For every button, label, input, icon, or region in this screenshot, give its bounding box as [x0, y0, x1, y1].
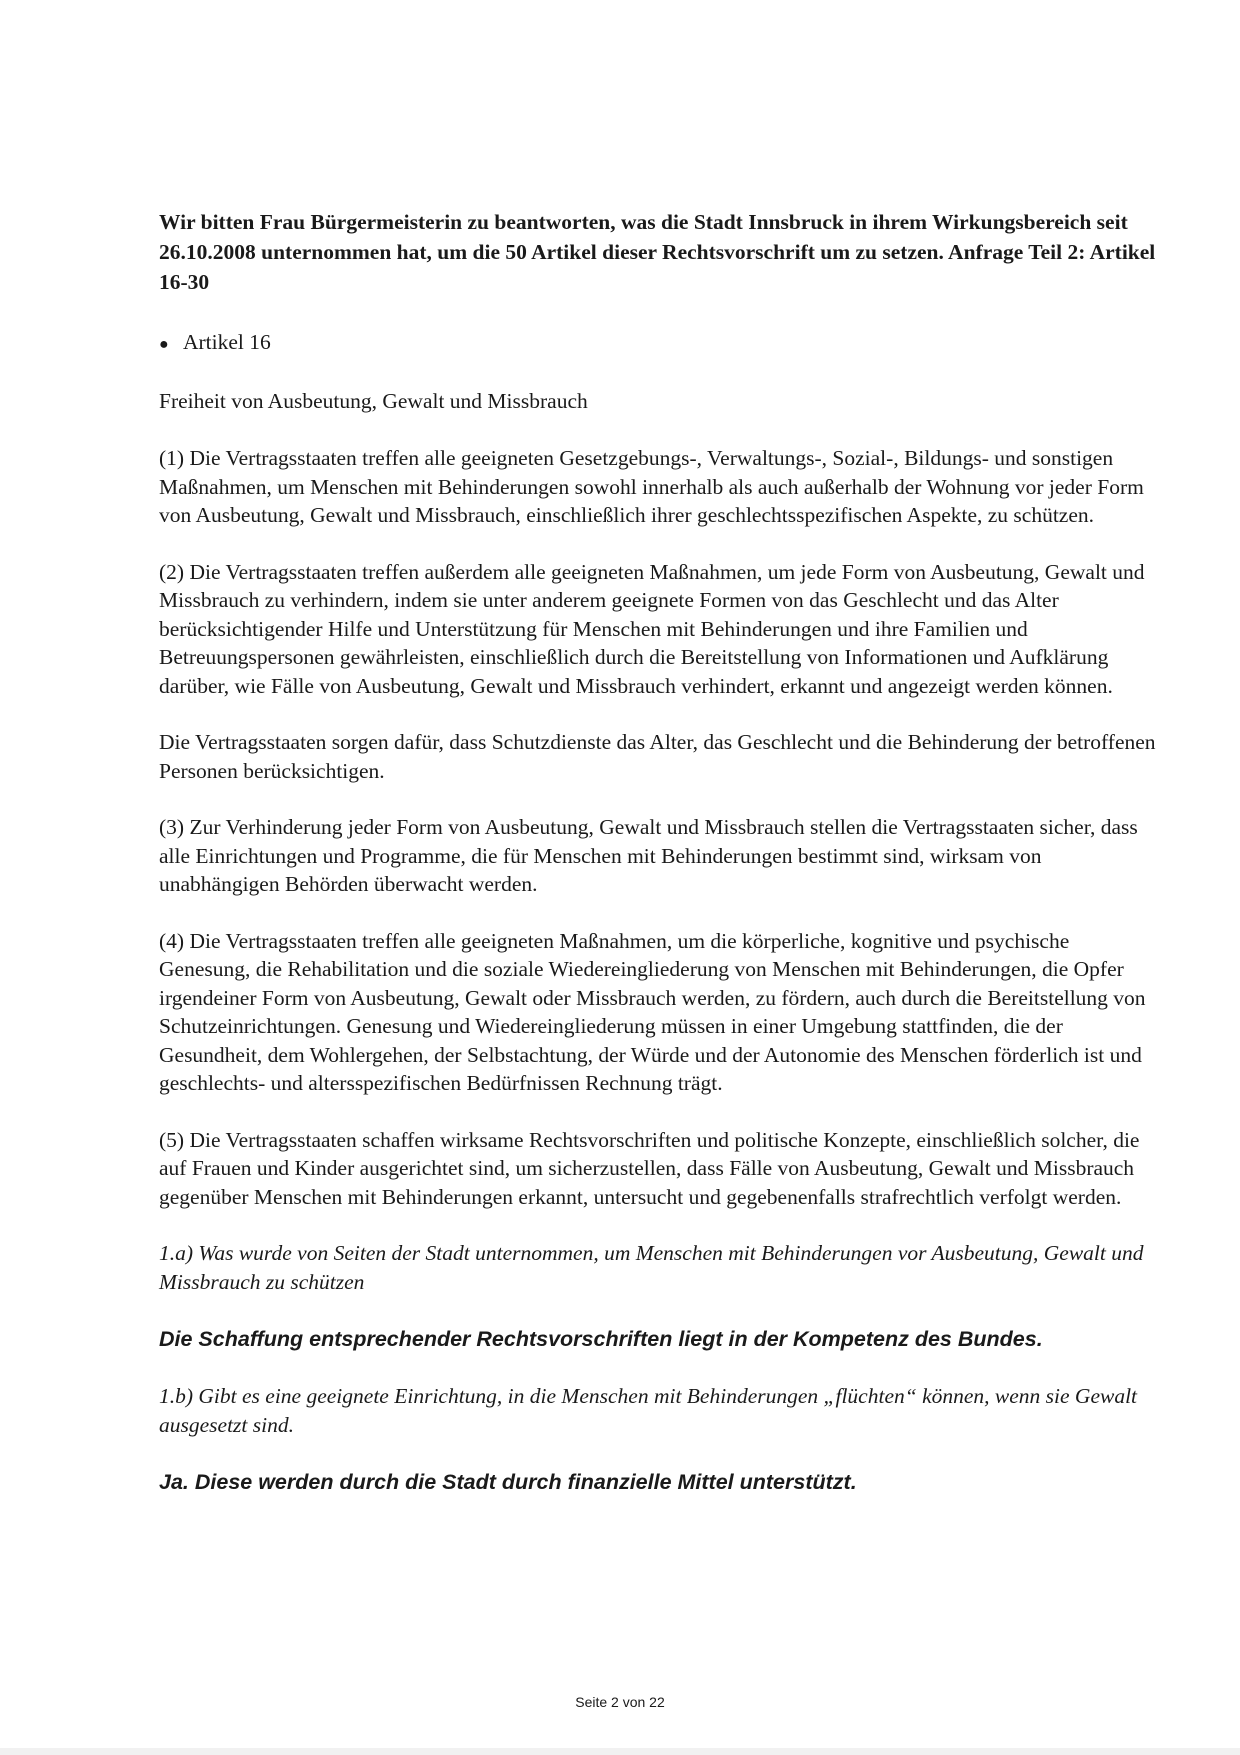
bullet-dot-icon: ● [159, 336, 169, 353]
article-title: Freiheit von Ausbeutung, Gewalt und Missbrauch [159, 389, 588, 413]
scan-bottom-edge [0, 1748, 1240, 1755]
document-body [159, 207, 1159, 1497]
paragraph-5: (5) Die Vertragsstaaten schaffen wirksame Rechtsvorschriften und politische Konzepte, einschließlich solcher, die auf Frauen und Kinder ausgerichtet sind, um sicherzustellen, dass Fälle von Ausbeutung, Gewalt und Missbrauch gegenüber Menschen mit Behinderungen erkannt, untersucht und gegebenenfalls strafrechtlich verfolgt werden. [159, 1127, 1140, 1209]
paragraph-2b: Die Vertragsstaaten sorgen dafür, dass Schutzdienste das Alter, das Geschlecht und die Behinderung der betroffenen Personen berücksichtigen. [159, 730, 1156, 783]
bullet-item-label: Artikel 16 [183, 330, 271, 354]
paragraph-3: (3) Zur Verhinderung jeder Form von Ausbeutung, Gewalt und Missbrauch stellen die Vertragsstaaten sicher, dass alle Einrichtungen und Programme, die für Menschen mit Behinderungen bestimmt sind, wirksam von unabhängigen Behörden überwacht werden. [159, 815, 1138, 896]
question-1a: 1.a) Was wurde von Seiten der Stadt unternommen, um Menschen mit Behinderungen vor Ausbeutung, Gewalt und Missbrauch zu schützen [159, 1241, 1144, 1294]
page-number-footer: Seite 2 von 22 [575, 1694, 665, 1710]
bullet-item-article-16 [159, 327, 1159, 360]
answer-1a: Die Schaffung entsprechender Rechtsvorschriften liegt in der Kompetenz des Bundes. [159, 1327, 1043, 1351]
intro-paragraph: Wir bitten Frau Bürgermeisterin zu beantworten, was die Stadt Innsbruck in ihrem Wirkungsbereich seit 26.10.2008 unternommen hat, um die 50 Artikel dieser Rechtsvorschrift um zu setzen. Anfrage Teil 2: Artikel 16-30 [159, 210, 1156, 294]
paragraph-2: (2) Die Vertragsstaaten treffen außerdem alle geeigneten Maßnahmen, um jede Form von Ausbeutung, Gewalt und Missbrauch zu verhindern, indem sie unter anderem geeignete Formen von das Geschlecht und das Alter berücksichtigender Hilfe und Unterstützung für Menschen mit Behinderungen und ihre Familien und Betreuungspersonen gewährleisten, einschließlich durch die Bereitstellung von Informationen und Aufklärung darüber, wie Fälle von Ausbeutung, Gewalt und Missbrauch verhindert, erkannt und angezeigt werden können. [159, 559, 1145, 698]
paragraph-1: (1) Die Vertragsstaaten treffen alle geeigneten Gesetzgebungs-, Verwaltungs-, Sozial-, Bildungs- und sonstigen Maßnahmen, um Menschen mit Behinderungen sowohl innerhalb als auch außerhalb der Wohnung vor jeder Form von Ausbeutung, Gewalt und Missbrauch, einschließlich ihrer geschlechtsspezifischen Aspekte, zu schützen. [159, 446, 1144, 527]
paragraph-4: (4) Die Vertragsstaaten treffen alle geeigneten Maßnahmen, um die körperliche, kognitive und psychische Genesung, die Rehabilitation und die soziale Wiedereingliederung von Menschen mit Behinderungen, die Opfer irgendeiner Form von Ausbeutung, Gewalt oder Missbrauch werden, zu fördern, auch durch die Bereitstellung von Schutzeinrichtungen. Genesung und Wiedereingliederung müssen in einer Umgebung stattfinden, die der Gesundheit, dem Wohlergehen, der Selbstachtung, der Würde und der Autonomie des Menschen förderlich ist und geschlechts- und altersspezifischen Bedürfnissen Rechnung trägt. [159, 928, 1146, 1095]
question-1b: 1.b) Gibt es eine geeignete Einrichtung, in die Menschen mit Behinderungen „flüchten“ können, wenn sie Gewalt ausgesetzt sind. [159, 1384, 1138, 1437]
answer-1b: Ja. Diese werden durch die Stadt durch finanzielle Mittel unterstützt. [159, 1470, 857, 1494]
